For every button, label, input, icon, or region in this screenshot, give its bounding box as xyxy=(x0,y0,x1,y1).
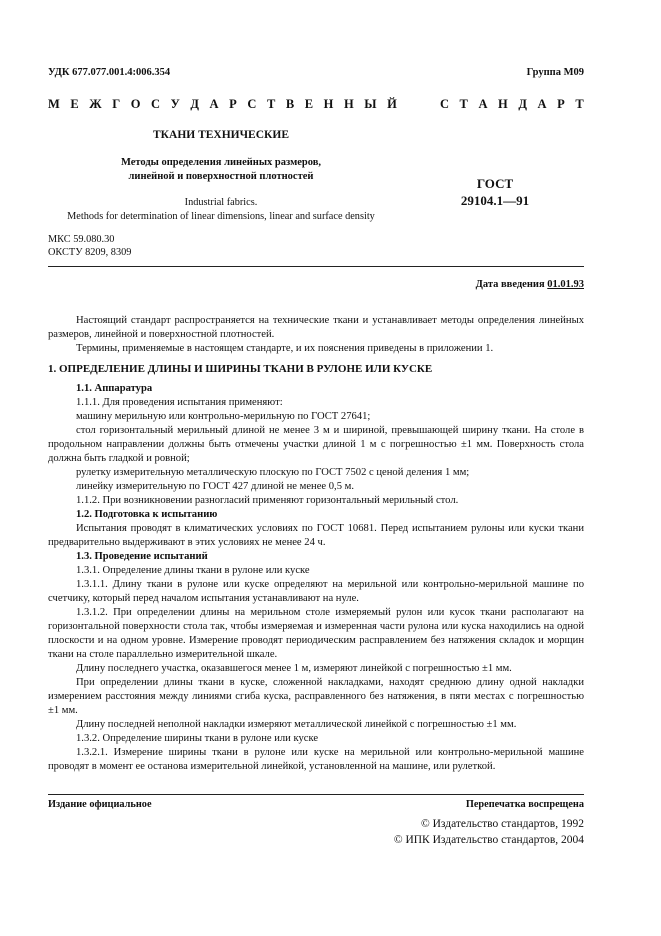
introduction-date xyxy=(476,278,584,292)
paragraph-1-1-1: 1.1.1. Для проведения испытания применяют: xyxy=(76,397,283,409)
banner-letter: Г xyxy=(112,97,121,111)
subtitle-line-1: Методы определения линейных размеров, xyxy=(120,157,322,168)
classification-codes xyxy=(48,233,131,260)
paragraph-tape: рулетку измерительную металлическую плоскую по ГОСТ 7502 с ценой деления 1 мм; xyxy=(76,467,470,479)
banner-letter: О xyxy=(130,97,141,111)
interstate-standard-banner xyxy=(48,96,584,113)
banner-letter: В xyxy=(285,97,295,111)
banner-letter: А xyxy=(478,97,488,111)
banner-letter: С xyxy=(151,97,161,111)
official-edition: Издание официальное xyxy=(48,799,152,810)
document-body xyxy=(48,314,584,774)
paragraph-incomplete-fold: Длину последней неполной накладки измеряют металлической линейкой с погрешностью ±1 мм. xyxy=(76,718,517,730)
banner-letter: Н xyxy=(343,97,354,111)
banner-letter: Н xyxy=(498,97,508,111)
gost-label: ГОСТ xyxy=(476,176,514,191)
copyright-1992: © Издательство стандартов, 1992 xyxy=(420,818,584,830)
banner-letter: М xyxy=(48,97,60,111)
mks-code: МКС 59.080.30 xyxy=(48,234,115,245)
banner-letter: Н xyxy=(323,97,334,111)
heading-1-3: 1.3. Проведение испытаний xyxy=(76,551,208,563)
banner-letter: Т xyxy=(575,97,584,111)
banner-letter: А xyxy=(537,97,547,111)
banner-letter: Р xyxy=(229,97,237,111)
paragraph-1-3-1-2: 1.3.1.2. При определении длины на мерильном столе измеряемый рулон или кусок ткани располагают на горизонтальной поверхности стола так, чтобы измеряемая и измеренная части рулона или куска находились на одной плоскости и на одном уровне. Измерение проводят периодическим расправлением без натяжения складок и морщин ткани на столе параллельно измерительной шкале. xyxy=(48,606,584,660)
paragraph-1-3-2-1: 1.3.2.1. Измерение ширины ткани в рулоне или куске на мерильной или контрольно-мерильной машине проводят в момент ее останова измерительной линейкой, установленной на машине, или рулеткой. xyxy=(48,746,584,772)
paragraph-1-2: Испытания проводят в климатических условиях по ГОСТ 10681. Перед испытанием рулоны или куски ткани предварительно выдерживают в этих условиях не менее 24 ч. xyxy=(48,523,584,549)
header-divider xyxy=(48,266,584,267)
paragraph-1-3-1-1: 1.3.1.1. Длину ткани в рулоне или куске определяют на мерильной или контрольно-мерильной машине по счетчику, который перед началом испытания устанавливают на нуле. xyxy=(48,578,584,604)
english-title-line-1: Industrial fabrics. xyxy=(184,197,258,208)
paragraph-terms: Термины, применяемые в настоящем стандарте, и их пояснения приведены в приложении 1. xyxy=(76,342,494,354)
banner-letter: Т xyxy=(459,97,468,111)
banner-letter: Й xyxy=(387,97,397,111)
paragraph-1-3-1: 1.3.1. Определение длины ткани в рулоне или куске xyxy=(76,565,310,577)
english-title xyxy=(48,196,394,224)
banner-letter: Е xyxy=(304,97,314,111)
heading-1-2: 1.2. Подготовка к испытанию xyxy=(76,509,218,521)
group-code: Группа М09 xyxy=(526,67,584,78)
paragraph-folded: При определении длины ткани в куске, сложенной накладками, находят среднюю длину одной накладки измерением расстояния между линиями сгиба куска, расправленного без натяжения, в пяти местах с погрешностью ±1 мм. xyxy=(48,676,584,716)
paragraph-machine: машину мерильную или контрольно-мерильную по ГОСТ 27641; xyxy=(76,411,371,423)
banner-letter: Д xyxy=(190,97,199,111)
english-title-line-2: Methods for determination of linear dimensions, linear and surface density xyxy=(67,210,375,222)
copyright-2004: © ИПК Издательство стандартов, 2004 xyxy=(393,834,584,846)
banner-letter: Д xyxy=(518,97,527,111)
banner-letter: Ы xyxy=(364,97,377,111)
banner-letter: У xyxy=(170,97,180,111)
paragraph-last-segment: Длину последнего участка, оказавшегося менее 1 м, измеряют линейкой с погрешностью ±1 мм. xyxy=(76,662,512,674)
banner-letter: А xyxy=(209,97,219,111)
udk-code: УДК 677.077.001.4:006.354 xyxy=(48,67,171,78)
banner-letter: Т xyxy=(266,97,276,111)
introduction-date-label: Дата введения xyxy=(475,279,548,290)
document-title: ТКАНИ ТЕХНИЧЕСКИЕ xyxy=(153,129,289,141)
introduction-date-value: 01.01.93 xyxy=(547,279,584,290)
banner-letter: Ж xyxy=(89,97,102,111)
paragraph-scope: Настоящий стандарт распространяется на технические ткани и устанавливает методы определения линейных размеров, линейной и поверхностной плотностей. xyxy=(48,315,584,340)
document-subtitle xyxy=(48,156,394,183)
banner-letter: С xyxy=(439,97,449,111)
footer-divider xyxy=(48,794,584,795)
banner-word-gap xyxy=(407,96,429,113)
banner-letter: Р xyxy=(557,97,565,111)
reprint-prohibited: Перепечатка воспрещена xyxy=(465,799,584,810)
okstu-code: ОКСТУ 8209, 8309 xyxy=(48,247,132,259)
banner-letter: Е xyxy=(70,97,79,111)
paragraph-1-1-2: 1.1.2. При возникновении разногласий применяют горизонтальный мерильный стол. xyxy=(76,495,459,507)
paragraph-ruler: линейку измерительную по ГОСТ 427 длиной не менее 0,5 м. xyxy=(76,481,354,493)
gost-designation xyxy=(420,176,570,210)
paragraph-table: стол горизонтальный мерильный длиной не менее 3 м и шириной, превышающей ширину ткани. На столе в продольном направлении должны быть отмечены участки длиной 1 м с погрешностью ±1 мм. Поверхность стола должна быть гладкой и ровной; xyxy=(48,425,584,465)
paragraph-1-3-2: 1.3.2. Определение ширины ткани в рулоне или куске xyxy=(76,732,319,744)
gost-number: 29104.1—91 xyxy=(460,192,530,208)
subtitle-line-2: линейной и поверхностной плотностей xyxy=(128,170,314,182)
banner-letter: С xyxy=(247,97,257,111)
heading-1-1: 1.1. Аппаратура xyxy=(76,383,153,395)
section-1-title: 1. ОПРЕДЕЛЕНИЕ ДЛИНЫ И ШИРИНЫ ТКАНИ В РУЛОНЕ ИЛИ КУСКЕ xyxy=(48,362,433,375)
